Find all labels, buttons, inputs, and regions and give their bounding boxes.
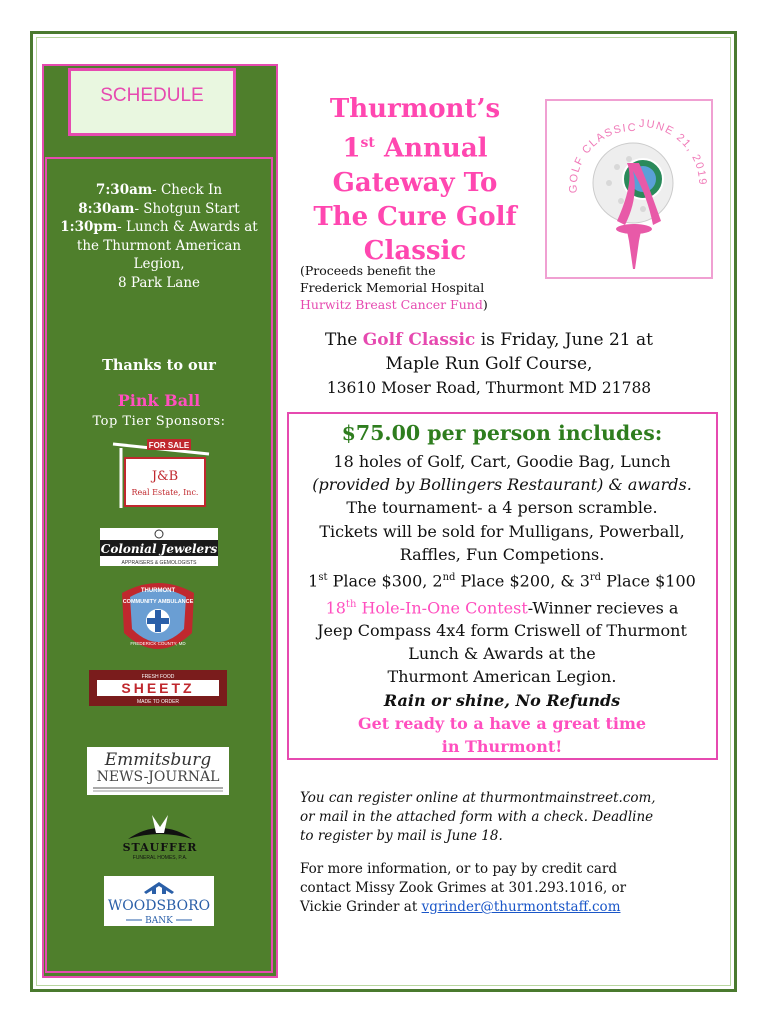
- pricing-line-10: Thurmont American Legion.: [387, 667, 617, 687]
- sheetz-top: FRESH FOOD: [141, 674, 175, 680]
- registration-note: [300, 789, 700, 846]
- contact-email-link[interactable]: vgrinder@thurmontstaff.com: [421, 899, 621, 915]
- title-line-1: Thurmont’s: [329, 94, 501, 124]
- event-title: [290, 92, 540, 268]
- pricing-line-4: Tickets will be sold for Mulligans, Powerball,: [319, 521, 685, 541]
- register-line-3: to register by mail is June 18.: [300, 828, 503, 844]
- proceeds-line-2: Frederick Memorial Hospital: [300, 280, 485, 295]
- no-refunds-note: Rain or shine, No Refunds: [383, 690, 621, 710]
- pricing-line-3: The tournament- a 4 person scramble.: [346, 498, 658, 518]
- woodsboro-sub: BANK: [145, 916, 173, 926]
- jb-name: J&B: [151, 469, 179, 484]
- event-venue: Maple Run Golf Course,: [385, 354, 593, 374]
- golf-ball-graphic: [547, 101, 711, 277]
- sheetz-name: SHEETZ: [121, 680, 195, 696]
- golf-classic-arc: GOLF CLASSIC: [567, 121, 638, 194]
- woodsboro-name: WOODSBORO: [107, 898, 211, 914]
- event-date-line: The Golf Classic is Friday, June 21 at: [325, 330, 653, 350]
- pricing-line-5: Raffles, Fun Competions.: [399, 544, 605, 564]
- sheetz-bottom: MADE TO ORDER: [136, 699, 180, 705]
- stauffer-funeral-homes-logo: [108, 807, 212, 863]
- title-line-3: Gateway To: [332, 167, 498, 198]
- ambulance-ring: COMMUNITY AMBULANCE: [122, 599, 194, 605]
- event-address: 13610 Moser Road, Thurmont MD 21788: [326, 379, 652, 397]
- pricing-title: $75.00 per person includes:: [341, 421, 663, 445]
- emmitsburg-news-journal-logo: [87, 747, 229, 795]
- schedule-address: 8 Park Lane: [117, 274, 201, 291]
- contact-line-3: Vickie Grinder at vgrinder@thurmontstaff.com: [300, 899, 621, 915]
- colonial-jewelers-logo: [100, 528, 218, 566]
- colonial-sub: APPRAISERS & GEMOLOGISTS: [121, 560, 197, 566]
- pricing-line-9: Lunch & Awards at the: [408, 644, 596, 664]
- prizes-line: 1st Place $300, 2nd Place $200, & 3rd Place $100: [308, 571, 696, 591]
- top-tier-text: Top Tier Sponsors:: [92, 414, 226, 429]
- news-journal-name: NEWS-JOURNAL: [96, 769, 220, 785]
- ambulance-bottom: FREDERICK COUNTY, MD: [130, 641, 186, 646]
- jb-sign-text: FOR SALE: [148, 441, 190, 450]
- golf-classic-logo: [545, 99, 713, 279]
- thanks-text: Thanks to our: [102, 357, 216, 374]
- great-time-line: Get ready to a have a great time: [357, 713, 647, 733]
- hole-in-one-line: 18th Hole-In-One Contest-Winner recieves a: [325, 597, 679, 617]
- schedule-heading: SCHEDULE: [100, 85, 204, 106]
- proceeds-line-3: Hurwitz Breast Cancer Fund): [300, 297, 488, 312]
- event-details: [288, 328, 690, 400]
- sheetz-logo: [89, 670, 227, 706]
- emmitsburg-name: Emmitsburg: [104, 750, 212, 770]
- jb-subname: Real Estate, Inc.: [131, 488, 199, 497]
- title-line-2: 1st Annual: [342, 133, 488, 164]
- contact-info: [300, 860, 710, 917]
- schedule-item-lunch: 1:30pm- Lunch & Awards at the Thurmont American Legion,: [60, 219, 258, 272]
- pricing-line-8: Jeep Compass 4x4 form Criswell of Thurmont: [317, 621, 687, 641]
- schedule-list: [50, 181, 268, 292]
- title-line-4: The Cure Golf: [313, 201, 517, 232]
- proceeds-note: [300, 262, 540, 313]
- date-arc: JUNE 21, 2019: [638, 117, 709, 187]
- title-line-5: Classic: [363, 235, 467, 266]
- community-ambulance-logo: [112, 573, 204, 661]
- colonial-name: Colonial Jewelers: [100, 542, 218, 556]
- contact-line-2: contact Missy Zook Grimes at 301.293.1016, or: [300, 880, 627, 896]
- jb-real-estate-logo: [109, 438, 213, 510]
- pricing-line-1: 18 holes of Golf, Cart, Goodie Bag, Lunch: [333, 452, 671, 471]
- register-line-2: or mail in the attached form with a check. Deadline: [300, 809, 654, 825]
- ambulance-top: THURMONT: [140, 588, 176, 594]
- schedule-item-shotgun: 8:30am- Shotgun Start: [78, 200, 240, 217]
- register-line-1: You can register online at thurmontmainstreet.com,: [300, 790, 656, 806]
- proceeds-line-1: (Proceeds benefit the: [300, 263, 436, 278]
- pink-ball-text: Pink Ball: [117, 391, 201, 410]
- woodsboro-bank-logo: [104, 876, 214, 926]
- schedule-heading-box: [68, 68, 236, 136]
- stauffer-sub: FUNERAL HOMES, P.A.: [132, 855, 188, 861]
- contact-line-1: For more information, or to pay by credit card: [300, 861, 618, 877]
- stauffer-name: STAUFFER: [122, 841, 198, 854]
- in-thurmont-line: in Thurmont!: [441, 737, 563, 757]
- pricing-line-2: (provided by Bollingers Restaurant) & awards.: [312, 475, 692, 495]
- pricing-details: [288, 450, 716, 758]
- schedule-item-checkin: 7:30am- Check In: [95, 182, 223, 198]
